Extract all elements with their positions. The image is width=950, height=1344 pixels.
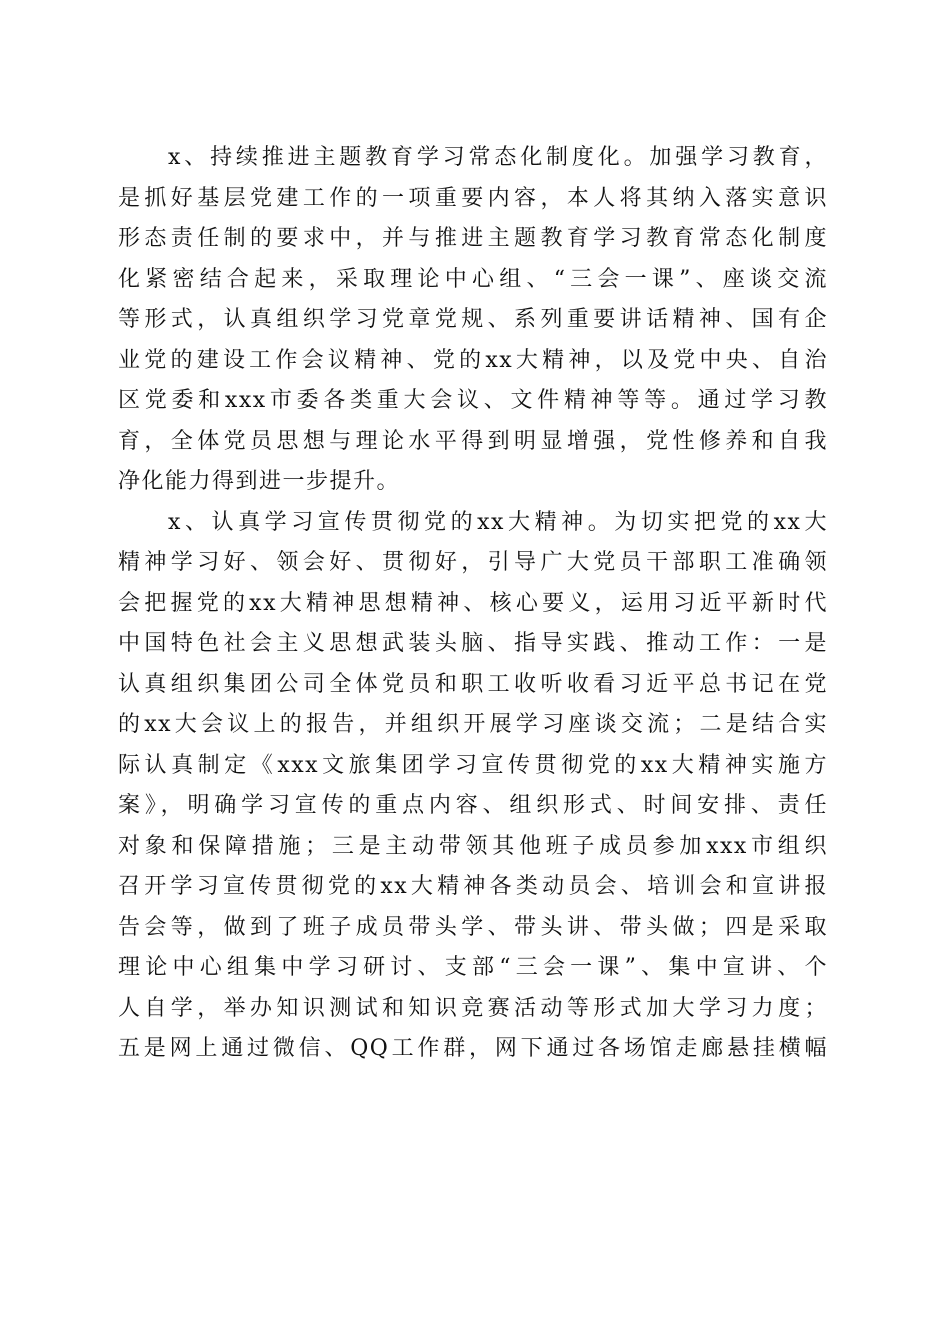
paragraph-line: 召开学习宣传贯彻党的xx大精神各类动员会、培训会和宣讲报 — [118, 874, 828, 899]
paragraph-line: 净化能力得到进一步提升。 — [118, 469, 401, 494]
paragraph-line: 告会等，做到了班子成员带头学、带头讲、带头做；四是采取 — [118, 914, 828, 940]
paragraph-line: 化紧密结合起来，采取理论中心组、“三会一课”、座谈交流 — [118, 266, 828, 292]
paragraph-line: 理论中心组集中学习研讨、支部“三会一课”、集中宣讲、个 — [118, 955, 828, 980]
paragraph-line: 区党委和xxx市委各类重大会议、文件精神等等。通过学习教 — [118, 388, 828, 413]
paragraph-line: 对象和保障措施；三是主动带领其他班子成员参加xxx市组织 — [118, 833, 828, 859]
paragraph-line: 中国特色社会主义思想武装头脑、指导实践、推动工作：一是 — [118, 631, 828, 656]
document-body — [118, 138, 828, 1070]
paragraph-congress-spirit — [118, 503, 828, 1070]
paragraph-line: 等形式，认真组织学习党章党规、系列重要讲话精神、国有企 — [118, 307, 828, 332]
paragraph-line: 的xx大会议上的报告，并组织开展学习座谈交流；二是结合实 — [118, 712, 828, 737]
paragraph-line: 是抓好基层党建工作的一项重要内容，本人将其纳入落实意识 — [118, 185, 828, 211]
paragraph-line: 认真组织集团公司全体党员和职工收听收看习近平总书记在党 — [118, 671, 828, 697]
paragraph-line: 形态责任制的要求中，并与推进主题教育学习教育常态化制度 — [118, 226, 828, 251]
paragraph-line: 育，全体党员思想与理论水平得到明显增强，党性修养和自我 — [118, 428, 828, 454]
paragraph-line: 际认真制定《xxx文旅集团学习宣传贯彻党的xx大精神实施方 — [118, 752, 828, 778]
paragraph-line: x、持续推进主题教育学习常态化制度化。加强学习教育， — [168, 145, 828, 170]
paragraph-study-institutionalization — [118, 138, 828, 503]
paragraph-line: 案》，明确学习宣传的重点内容、组织形式、时间安排、责任 — [118, 793, 828, 818]
paragraph-line: 会把握党的xx大精神思想精神、核心要义，运用习近平新时代 — [118, 590, 828, 616]
paragraph-line: 业党的建设工作会议精神、党的xx大精神，以及党中央、自治 — [118, 347, 828, 373]
paragraph-line: x、认真学习宣传贯彻党的xx大精神。为切实把党的xx大 — [168, 509, 828, 535]
paragraph-line: 精神学习好、领会好、贯彻好，引导广大党员干部职工准确领 — [118, 550, 828, 575]
paragraph-line: 人自学，举办知识测试和知识竞赛活动等形式加大学习力度； — [118, 995, 828, 1021]
paragraph-line: 五是网上通过微信、QQ工作群，网下通过各场馆走廊悬挂横幅 — [118, 1036, 828, 1061]
